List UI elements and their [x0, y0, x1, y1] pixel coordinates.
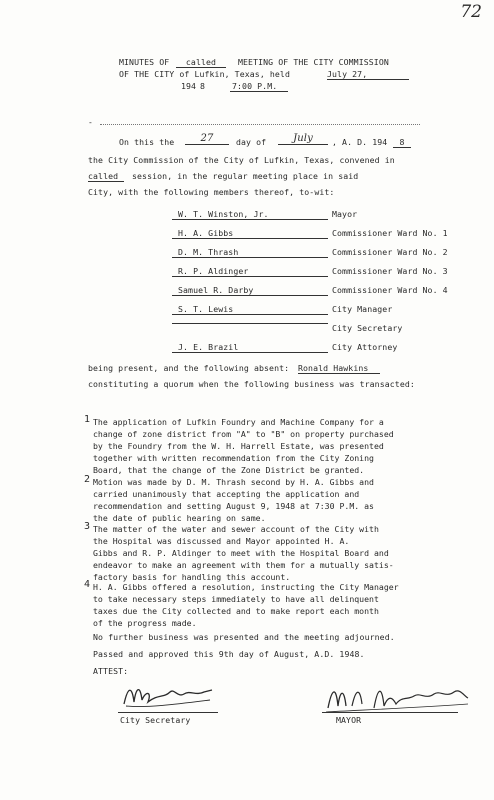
item-mark-4: 4: [84, 579, 91, 590]
opening-line3: session, in the regular meeting place in said: [132, 171, 359, 181]
opening-line4: City, with the following members thereof, to-wit:: [88, 187, 335, 197]
separator-dash: -: [88, 118, 93, 127]
header-time-underline: [230, 91, 288, 92]
item-mark-1: 1: [84, 414, 91, 425]
member-name: R. P. Aldinger: [172, 266, 328, 277]
approved-statement: Passed and approved this 9th day of August, A.D. 1948.: [93, 649, 365, 659]
business-item-3: The matter of the water and sewer account of the City with the Hospital was discussed and Mayor appointed H. A. Gibbs and R. P. Aldinger to meet with the Hospital Board and endeavor to make an agreement with them for a mutually satis- factory basis for handling this account.: [93, 524, 394, 582]
mayor-signature-line: [322, 712, 458, 713]
secretary-signature-line: [118, 712, 218, 713]
member-title: City Secretary: [332, 323, 403, 333]
city-secretary-signature: [118, 678, 218, 712]
member-title: City Attorney: [332, 342, 398, 352]
attendance-line1: being present, and the following absent:: [88, 363, 290, 373]
adjourned-statement: No further business was presented and the meeting adjourned.: [93, 632, 395, 642]
member-title: Commissioner Ward No. 2: [332, 247, 448, 257]
attest-label: ATTEST:: [93, 666, 129, 676]
header-meeting-type: called: [176, 57, 226, 68]
member-name: Samuel R. Darby: [172, 285, 328, 296]
member-title: Commissioner Ward No. 4: [332, 285, 448, 295]
member-title: Mayor: [332, 209, 358, 219]
member-name: W. T. Winston, Jr.: [172, 209, 328, 220]
opening-day: 27: [185, 133, 229, 145]
attendance-line2: constituting a quorum when the following business was transacted:: [88, 379, 415, 389]
member-title: Commissioner Ward No. 3: [332, 266, 448, 276]
separator-line: [100, 124, 420, 125]
opening-ad: , A. D. 194: [332, 137, 388, 147]
mayor-signature: [322, 678, 472, 716]
opening-year: 8: [393, 137, 411, 148]
business-item-1: The application of Lufkin Foundry and Machine Company for a change of zone district from "A" to "B" on property purchased by the Foundry from the W. H. Harrell Estate, was presented together with written recommendation from the City Zoning Board, that the change of the Zone District be granted.: [93, 417, 394, 475]
opening-day-of: day of: [236, 137, 267, 147]
business-item-2: Motion was made by D. M. Thrash second by H. A. Gibbs and carried unanimously that accepting the application and recommendation and setting August 9, 1948 at 7:30 P.M. as the date of public hearing on same.: [93, 477, 374, 523]
business-item-4: H. A. Gibbs offered a resolution, instructing the City Manager to take necessary steps immediately to have all delinquent taxes due the City collected and to make report each month of the progress made.: [93, 582, 399, 628]
opening-on-this-the: On this the: [119, 137, 175, 147]
member-title: Commissioner Ward No. 1: [332, 228, 448, 238]
item-mark-2: 2: [84, 474, 91, 485]
opening-line2: the City Commission of the City of Lufkin, Texas, convened in: [88, 155, 395, 165]
header-line1-suffix: MEETING OF THE CITY COMMISSION: [238, 57, 389, 67]
header-date: July 27,: [327, 69, 409, 80]
mayor-label: MAYOR: [336, 715, 362, 725]
absent-member: Ronald Hawkins: [298, 363, 380, 374]
member-name: H. A. Gibbs: [172, 228, 328, 239]
member-name: J. E. Brazil: [172, 342, 328, 353]
item-mark-3: 3: [84, 521, 91, 532]
header-time: 7:00 P.M.: [232, 81, 278, 91]
member-name: S. T. Lewis: [172, 304, 328, 315]
header-line1-prefix: MINUTES OF: [119, 57, 170, 67]
member-name: [172, 323, 328, 324]
member-name: D. M. Thrash: [172, 247, 328, 258]
opening-session-type: called: [88, 171, 124, 182]
city-secretary-label: City Secretary: [120, 715, 191, 725]
page-number: 72: [460, 2, 482, 22]
header-year-digit: 8: [200, 81, 206, 91]
member-title: City Manager: [332, 304, 393, 314]
header-line3-prefix: 194: [181, 81, 197, 91]
opening-month: July: [278, 133, 328, 145]
header-line2-prefix: OF THE CITY of Lufkin, Texas, held: [119, 69, 290, 79]
